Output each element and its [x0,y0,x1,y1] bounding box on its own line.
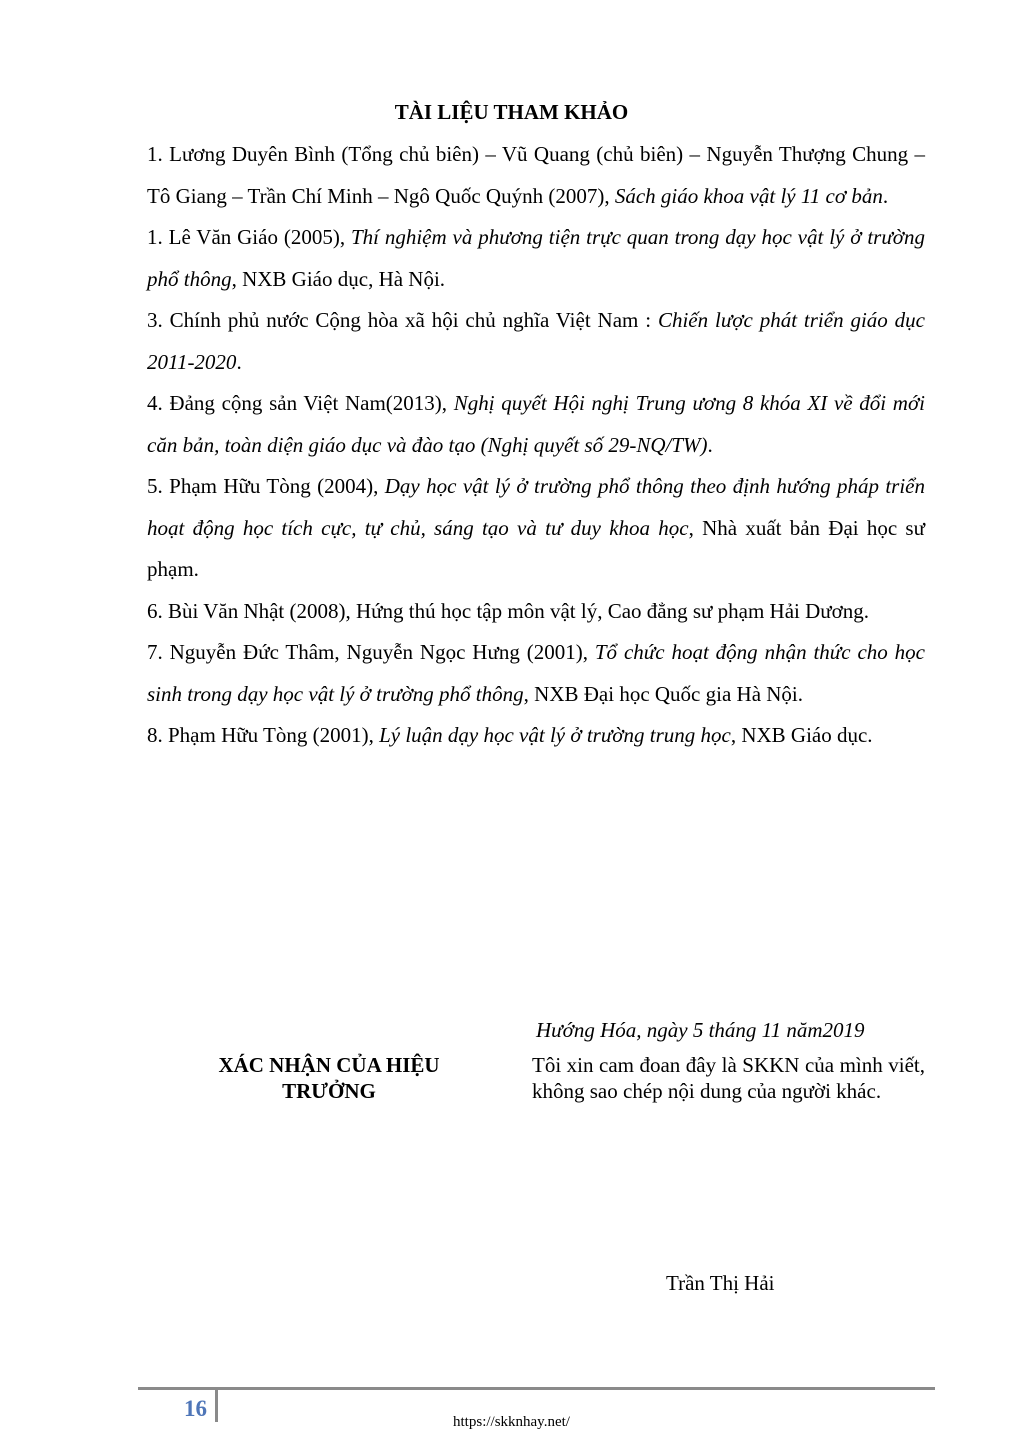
page-title: TÀI LIỆU THAM KHẢO [394,100,629,124]
author-signature-name: Trần Thị Hải [666,1271,775,1295]
page-number: 16 [184,1396,207,1421]
reference-item: 3. Chính phủ nước Cộng hòa xã hội chủ nghĩa Việt Nam : Chiến lược phát triển giáo dục 2011-2020. [147,308,925,374]
reference-item: 5. Phạm Hữu Tòng (2004), Dạy học vật lý ở trường phổ thông theo định hướng pháp triển hoạt động học tích cực, tự chủ, sáng tạo và tư duy khoa học, Nhà xuất bản Đại học sư phạm. [147,474,926,581]
footer-rule [138,1387,935,1390]
reference-list [147,134,925,757]
footer-url: https://skknhay.net/ [453,1414,570,1430]
date-line: Hướng Hóa, ngày 5 tháng 11 năm2019 [536,1018,865,1042]
reference-item: 4. Đảng cộng sản Việt Nam(2013), Nghị quyết Hội nghị Trung ương 8 khóa XI về đổi mới căn bản, toàn diện giáo dục và đào tạo (Nghị quyết số 29-NQ/TW). [147,391,925,457]
author-pledge: Tôi xin cam đoan đây là SKKN của mình viết, không sao chép nội dung của người khác. [532,1053,925,1103]
reference-item: 7. Nguyễn Đức Thâm, Nguyễn Ngọc Hưng (2001), Tổ chức hoạt động nhận thức cho học sinh trong dạy học vật lý ở trường phổ thông, NXB Đại học Quốc gia Hà Nội. [147,640,925,706]
reference-item: 1. Lê Văn Giáo (2005), Thí nghiệm và phương tiện trực quan trong dạy học vật lý ở trường phổ thông, NXB Giáo dục, Hà Nội. [147,225,925,291]
reference-item: 8. Phạm Hữu Tòng (2001), Lý luận dạy học vật lý ở trường trung học, NXB Giáo dục. [147,723,873,747]
reference-item: 1. Lương Duyên Bình (Tổng chủ biên) – Vũ Quang (chủ biên) – Nguyễn Thượng Chung – Tô Giang – Trần Chí Minh – Ngô Quốc Quýnh (2007), Sách giáo khoa vật lý 11 cơ bản. [147,142,925,208]
principal-confirmation-heading: XÁC NHẬN CỦA HIỆU TRƯỞNG [218,1053,440,1103]
reference-item: 6. Bùi Văn Nhật (2008), Hứng thú học tập môn vật lý, Cao đẳng sư phạm Hải Dương. [147,598,870,623]
